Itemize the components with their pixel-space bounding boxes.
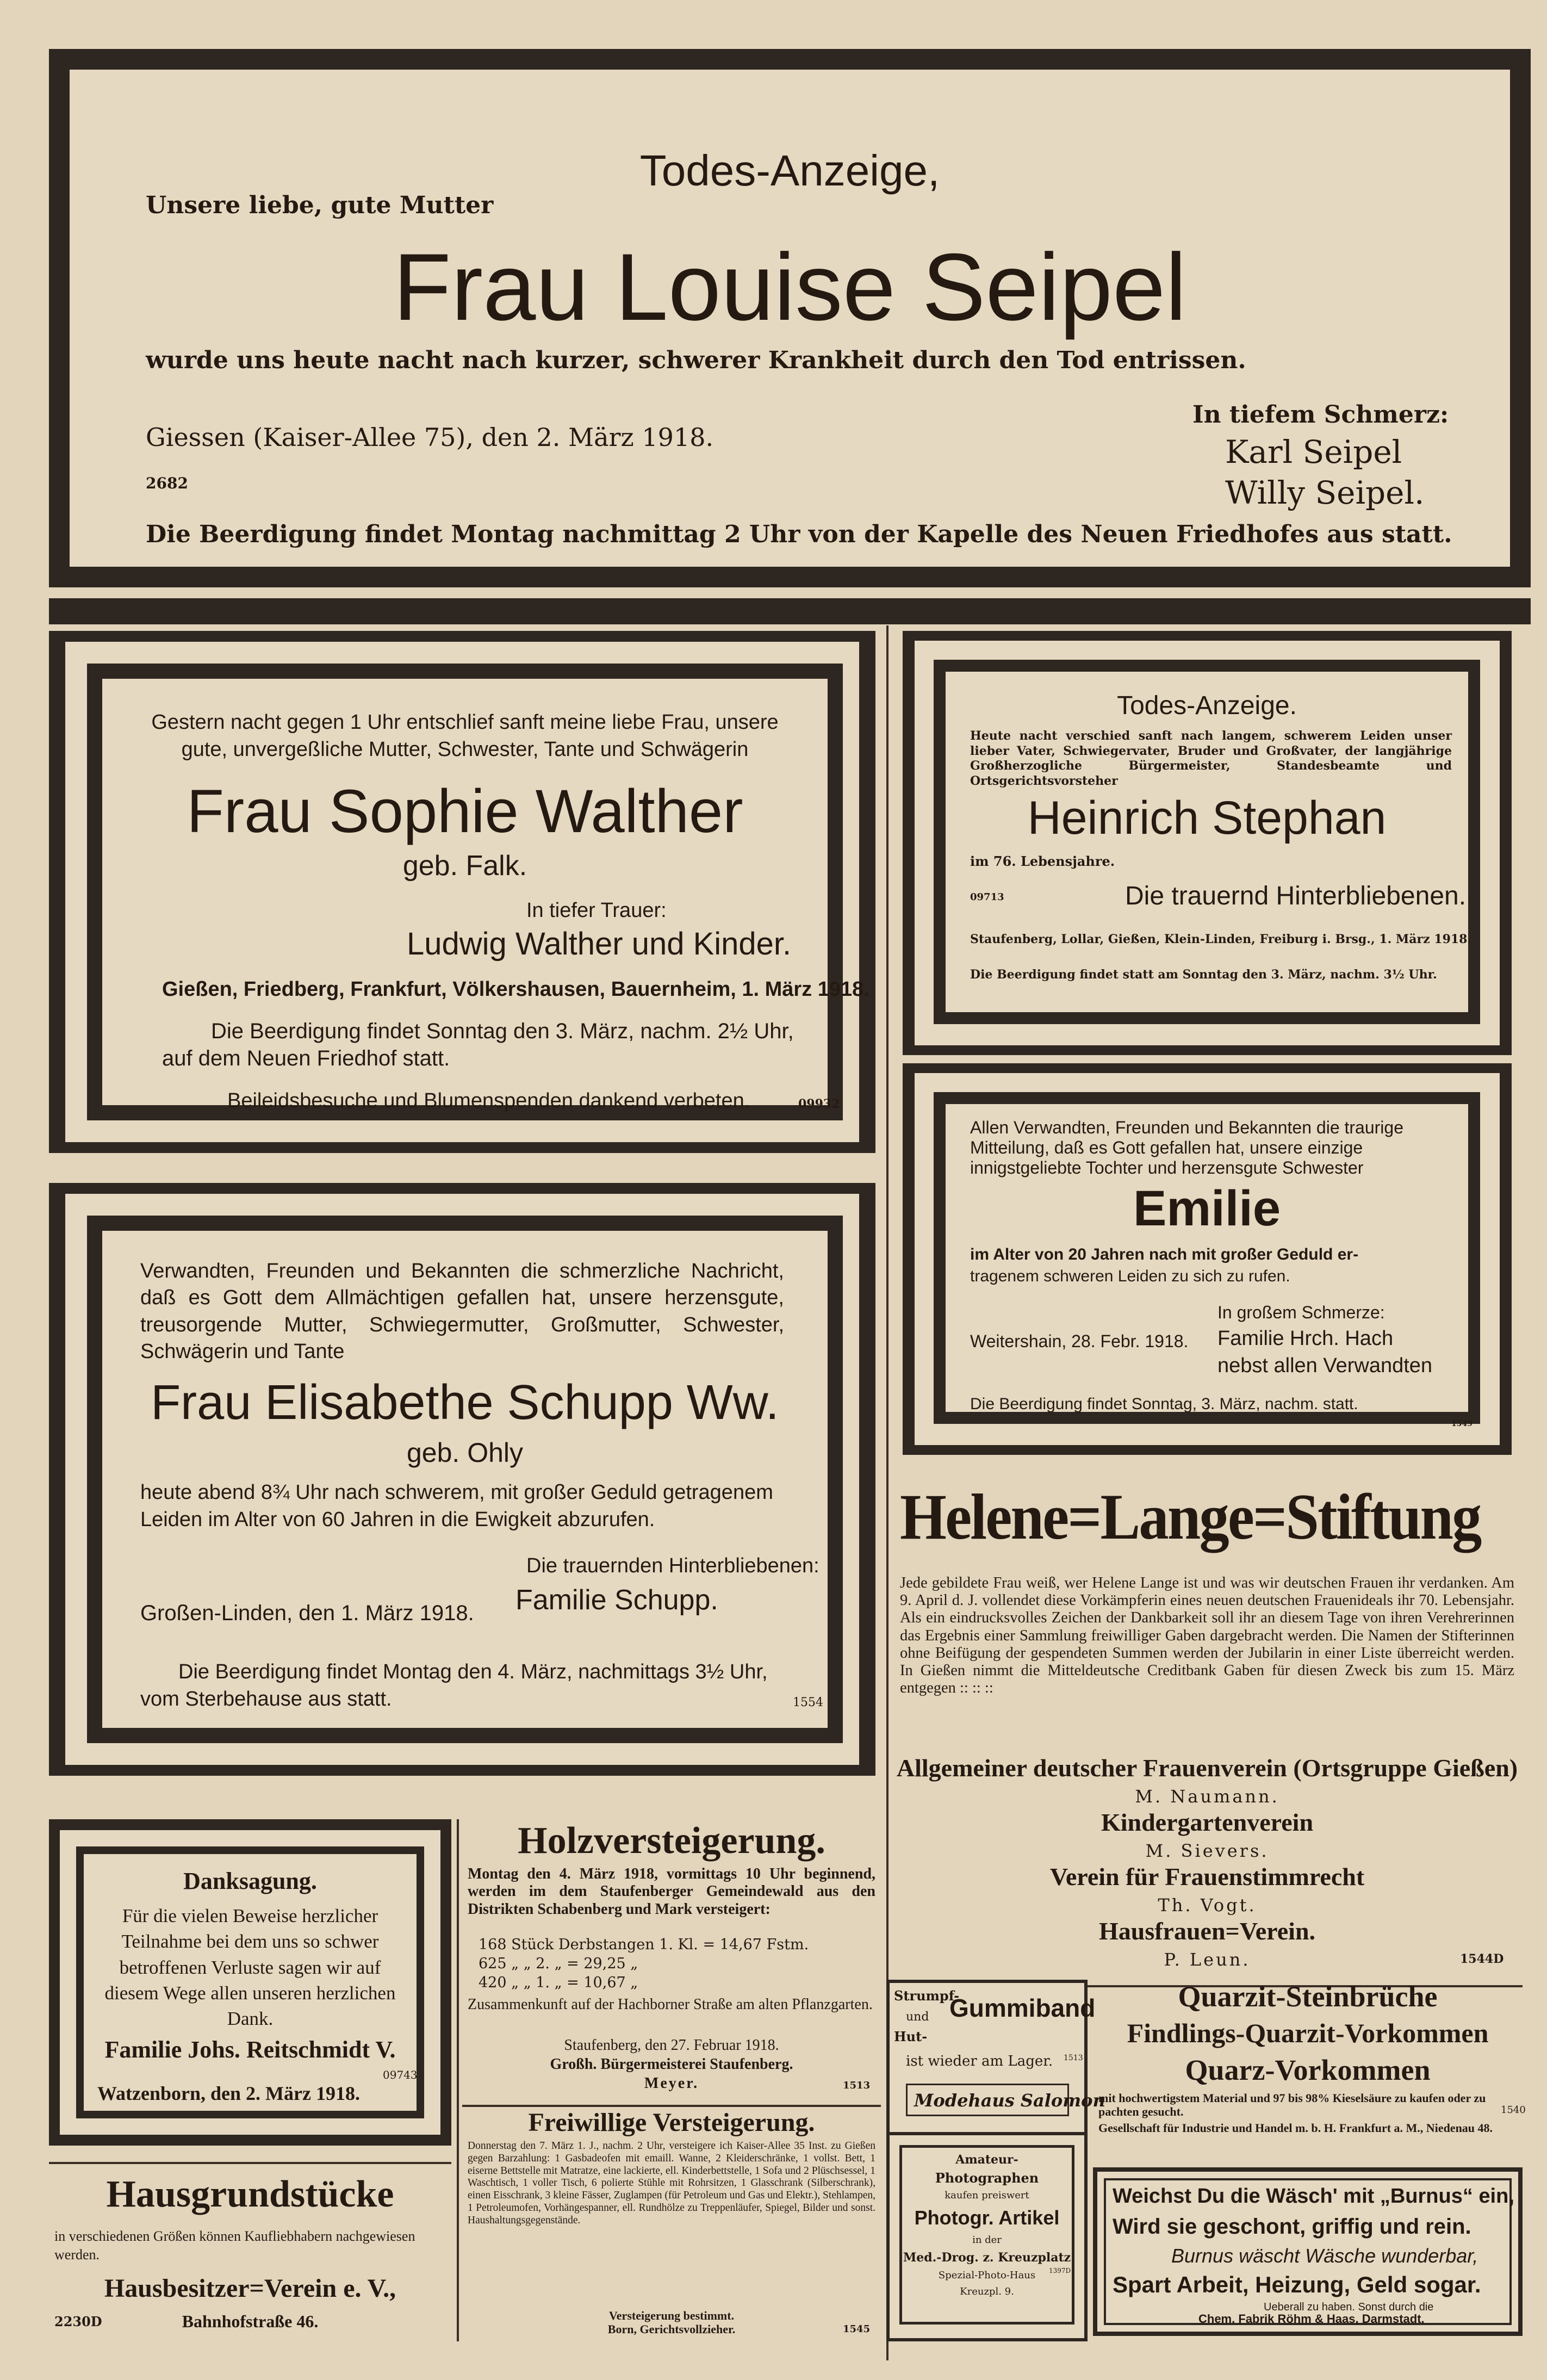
emilie-funeral: Die Beerdigung findet Sonntag, 3. März, nachm. statt. <box>970 1395 1358 1413</box>
stephan-text: Heute nacht verschied sanft nach langem, schwerem Leiden unser lieber Vater, Schwiegervater, Bruder und Großvater, der langjährige Großherzogliche Bürgermeister, Standesbeamte und Ortsgerichtsvorsteher <box>970 729 1452 788</box>
photo-line-6: Med.-Drog. z. Kreuzplatz <box>903 2251 1071 2265</box>
walther-intro-1: Gestern nacht gegen 1 Uhr entschlief sanft meine liebe Frau, unsere <box>151 711 779 734</box>
lange-org-3: Verein für Frauenstimmrecht <box>1049 1863 1365 1891</box>
photo-line-7: Spezial-Photo-Haus <box>938 2270 1036 2281</box>
emilie-name: Emilie <box>1133 1181 1281 1236</box>
lange-person-1: M. Naumann. <box>1135 1786 1279 1807</box>
lower-rule-1 <box>457 1819 459 2341</box>
emilie-mourn: In großem Schmerze: <box>1217 1303 1385 1322</box>
schupp-born: geb. Ohly <box>406 1437 523 1468</box>
emilie-place: Weitershain, 28. Febr. 1918. <box>970 1331 1189 1351</box>
stephan-heading: Todes-Anzeige. <box>1117 691 1297 720</box>
burnus-line-3: Burnus wäscht Wäsche wunderbar, <box>1171 2245 1478 2267</box>
gummi-brand-box <box>906 2084 1105 2116</box>
holz-text: Montag den 4. März 1918, vormittags 10 Uhr beginnend, werden im dem Staufenberger Gemeindewald aus den Distrikten Schabenberg und Mark versteigert: <box>468 1865 875 1918</box>
dank-code: 09743 <box>383 2068 418 2081</box>
dank-place: Watzenborn, den 2. März 1918. <box>97 2082 360 2104</box>
frei-notice <box>462 2108 881 2341</box>
haus-code: 2230D <box>54 2314 102 2329</box>
stephan-code: 09713 <box>970 891 1004 903</box>
seipel-mourner-2: Willy Seipel. <box>1225 474 1425 511</box>
holz-sig: Großh. Bürgermeisterei Staufenberg. <box>550 2056 793 2073</box>
frei-text: Donnerstag den 7. März 1. J., nachm. 2 Uhr, versteigere ich Kaiser-Allee 35 Inst. zu Gießen gegen Barzahlung: 1 Gasbadeofen mit emaill. Wanne, 2 Kleiderschränke, 1 vollst. Bett, 1 eiserne Bettstelle mit Matratze, eine lackierte, ell. Kinderbettstelle, 1 Sofa und 2 Plüschsessel, 1 Waschtisch, 1 voller Tisch, 6 polierte Stühle mit Rohrsitzen, 1 Glasschrank (Silberschrank), einen Eisschrank, 3 kleine Fässer, Zuglampen (für Petroleum und Gas und Elektr.), Stehlampen, 1 Petroleumofen, Vorhängespanner, ell. Rundhölze zu Treppenläufer, Spiegel, Bilder und sonst. Haushaltungsgegenstände. <box>468 2140 875 2226</box>
lange-org-2: Kindergartenverein <box>1101 1808 1314 1836</box>
lange-code: 1544D <box>1460 1952 1504 1966</box>
schupp-name: Frau Elisabethe Schupp Ww. <box>151 1375 779 1430</box>
lange-title: Helene=Lange=Stiftung <box>900 1480 1481 1553</box>
schupp-funeral-1: Die Beerdigung findet Montag den 4. März, nachmittags 3½ Uhr, <box>178 1660 768 1683</box>
holz-row-1: 168 Stück Derbstangen 1. Kl. = 14,67 Fstm. <box>479 1936 809 1953</box>
walther-code: 09932 <box>798 1097 840 1111</box>
schupp-code: 1554 <box>793 1696 823 1709</box>
walther-mourn: In tiefer Trauer: <box>526 899 667 922</box>
haus-title: Hausgrundstücke <box>106 2173 394 2215</box>
haus-addr: Bahnhofstraße 46. <box>182 2311 319 2331</box>
photo-line-8: Kreuzpl. 9. <box>960 2286 1014 2297</box>
lange-org-4: Hausfrauen=Verein. <box>1098 1917 1316 1945</box>
quarz-title-3: Quarz-Vorkommen <box>1185 2054 1431 2086</box>
holz-who: Meyer. <box>644 2075 699 2092</box>
gummi-sub: ist wieder am Lager. <box>906 2053 1053 2069</box>
holz-code: 1513 <box>843 2080 871 2091</box>
gummi-title: Gummiband <box>949 1994 1096 2022</box>
gummi-code: 1513 <box>1064 2054 1083 2062</box>
emilie-notice <box>934 1092 1480 1428</box>
quarz-text: mit hochwertigstem Material und 97 bis 98% Kieselsäure zu kaufen oder zu pachten gesucht. <box>1098 2091 1486 2119</box>
stephan-funeral: Die Beerdigung findet statt am Sonntag den 3. März, nachm. 3½ Uhr. <box>970 968 1437 982</box>
photo-outer <box>886 2132 1088 2341</box>
dank-text: Für die vielen Beweise herzlicher Teilnahme bei dem uns so schwer betroffenen Verluste sagen wir auf diesem Wege allen unseren herzlichen Dank. <box>104 1905 396 2029</box>
burnus-line-1: Weichst Du die Wäsch' mit „Burnus“ ein, <box>1113 2185 1514 2208</box>
schupp-notice <box>87 1216 843 1743</box>
gummi-left-1: Strumpf- <box>894 1988 960 2004</box>
lange-person-2: M. Sievers. <box>1145 1840 1269 1861</box>
walther-visits: Beileidsbesuche und Blumenspenden dankend verbeten. <box>227 1089 750 1112</box>
holz-meet: Zusammenkunft auf der Hachborner Straße am alten Pflanzgarten. <box>468 1996 873 2013</box>
gummi-left-3: Hut- <box>894 2029 928 2044</box>
photo-line-3: kaufen preiswert <box>945 2190 1029 2201</box>
schupp-family: Familie Schupp. <box>515 1584 718 1616</box>
burnus-line-2: Wird sie geschont, griffig und rein. <box>1113 2215 1471 2239</box>
walther-intro <box>124 709 806 763</box>
frei-code: 1545 <box>843 2323 871 2335</box>
holz-title: Holzversteigerung. <box>518 1820 825 1862</box>
photo-notice <box>899 2145 1074 2325</box>
seipel-code: 2682 <box>146 474 188 492</box>
burnus-line-6: Chem. Fabrik Röhm & Haas, Darmstadt. <box>1198 2312 1425 2326</box>
dank-title: Danksagung. <box>183 1868 317 1894</box>
lange-text: Jede gebildete Frau weiß, wer Helene Lange ist und was wir deutschen Frauen ihr verdanken. Am 9. April d. J. vollendet diese Vorkämpferin eines neuen deutschen Frauenideals ihr 70. Lebensjahr. Als ein eindrucksvolles Zeichen der Dankbarkeit soll ihr an diesem Tage von ihren Verehrerinnen das Ergebnis einer Sammlung freiwilliger Gaben dargebracht werden. Die Namen der Stifterinnen ohne Beifügung der gespendeten Summen werden der Jubilarin in einer Liste überreicht werden. In Gießen nimmt die Mitteldeutsche Creditbank Gaben für diesen Zweck bis zum 15. März entgegen :: :: :: <box>900 1575 1514 1697</box>
walther-intro-2: gute, unvergeßliche Mutter, Schwester, Tante und Schwägerin <box>181 738 749 761</box>
dank-notice <box>76 1846 424 2118</box>
seipel-mourn: In tiefem Schmerz: <box>1192 401 1449 429</box>
stephan-notice <box>934 660 1480 1024</box>
walther-funeral-1: Die Beerdigung findet Sonntag den 3. März, nachm. 2½ Uhr, <box>211 1019 794 1043</box>
lange-person-4: P. Leun. <box>1164 1949 1251 1970</box>
frei-who: Born, Gerichtsvollzieher. <box>607 2322 736 2336</box>
haus-notice <box>49 2173 451 2341</box>
walther-places: Gießen, Friedberg, Frankfurt, Völkershausen, Bauernheim, 1. März 1918. <box>162 978 869 1001</box>
emilie-outer <box>903 1063 1512 1455</box>
holz-rule <box>462 2105 881 2107</box>
divider-bar <box>49 598 1531 624</box>
photo-line-5: in der <box>972 2234 1002 2246</box>
burnus-notice <box>1104 2178 1512 2325</box>
schupp-place: Großen-Linden, den 1. März 1918. <box>140 1601 474 1625</box>
photo-line-2: Photographen <box>935 2170 1039 2186</box>
holz-row-3: 420 „ „ 1. „ = 10,67 „ <box>479 1974 638 1991</box>
stephan-places: Staufenberg, Lollar, Gießen, Klein-Linden, Freiburg i. Brsg., 1. März 1918. <box>970 932 1472 946</box>
quarz-title-1: Quarzit-Steinbrüche <box>1178 1980 1438 2013</box>
emilie-code: 1549 <box>1451 1420 1473 1428</box>
gummi-brand: Modehaus Salomon <box>914 2090 1105 2111</box>
walther-notice <box>87 664 869 1120</box>
haus-rule <box>49 2162 451 2164</box>
stephan-age: im 76. Lebensjahre. <box>970 853 1115 869</box>
schupp-outer <box>49 1183 875 1776</box>
photo-code: 1397D <box>1049 2267 1071 2274</box>
haus-text: in verschiedenen Größen können Kaufliebhabern nachgewiesen werden. <box>54 2228 415 2263</box>
dank-outer <box>49 1819 451 2146</box>
seipel-mourner-1: Karl Seipel <box>1225 433 1402 470</box>
walther-name: Frau Sophie Walther <box>187 777 743 845</box>
schupp-line-2: Leiden im Alter von 60 Jahren in die Ewigkeit abzurufen. <box>140 1508 655 1531</box>
walther-family: Ludwig Walther und Kinder. <box>407 926 792 962</box>
quarz-code: 1540 <box>1501 2104 1526 2116</box>
gummi-left-2: und <box>906 2010 929 2024</box>
stephan-family: Die trauernd Hinterbliebenen. <box>1125 882 1467 910</box>
lange-org-1: Allgemeiner deutscher Frauenverein (Ortsgruppe Gießen) <box>896 1754 1518 1782</box>
frei-final: Versteigerung bestimmt. <box>608 2309 735 2322</box>
schupp-text: Verwandten, Freunden und Bekannten die schmerzliche Nachricht, daß es Gott dem Allmächtigen gefallen hat, unsere herzensgute, treusorgende Mutter, Schwiegermutter, Großmutter, Schwester, Schwägerin und Tante <box>140 1260 784 1363</box>
frei-title: Freiwillige Versteigerung. <box>528 2108 815 2137</box>
walther-funeral-2: auf dem Neuen Friedhof statt. <box>162 1046 450 1070</box>
seipel-line: wurde uns heute nacht nach kurzer, schwerer Krankheit durch den Tod entrissen. <box>146 346 1246 374</box>
seipel-funeral: Die Beerdigung findet Montag nachmittag 2 Uhr von der Kapelle des Neuen Friedhofes aus statt. <box>146 520 1452 548</box>
holz-date: Staufenberg, den 27. Februar 1918. <box>564 2037 779 2054</box>
schupp-line-1: heute abend 8¾ Uhr nach schwerem, mit großer Geduld getragenem <box>140 1481 773 1504</box>
emilie-line-2: tragenem schweren Leiden zu sich zu rufen. <box>970 1267 1290 1285</box>
seipel-notice <box>49 49 1531 587</box>
walther-outer <box>49 631 875 1153</box>
lange-person-3: Th. Vogt. <box>1158 1895 1257 1916</box>
emilie-line-1: im Alter von 20 Jahren nach mit großer Geduld er- <box>970 1245 1359 1263</box>
burnus-outer <box>1093 2167 1523 2336</box>
walther-born: geb. Falk. <box>402 850 527 882</box>
holz-notice <box>462 1819 881 2102</box>
photo-line-4: Photogr. Artikel <box>914 2207 1060 2229</box>
schupp-mourn: Die trauernden Hinterbliebenen: <box>526 1554 819 1577</box>
burnus-line-5: Ueberall zu haben. Sonst durch die <box>1264 2301 1434 2313</box>
seipel-name: Frau Louise Seipel <box>393 234 1187 340</box>
emilie-family-2: nebst allen Verwandten <box>1217 1354 1433 1377</box>
emilie-text: Allen Verwandten, Freunden und Bekannten die traurige Mitteilung, daß es Gott gefallen hat, unsere einzige innigstgeliebte Tochter und herzensgute Schwester <box>970 1118 1403 1177</box>
quarz-text-2: Gesellschaft für Industrie und Handel m. b. H. Frankfurt a. M., Niedenau 48. <box>1098 2121 1493 2135</box>
schupp-funeral-2: vom Sterbehause aus statt. <box>140 1688 392 1710</box>
dank-family: Familie Johs. Reitschmidt V. <box>104 2036 396 2063</box>
haus-org: Hausbesitzer=Verein e. V., <box>104 2274 396 2303</box>
stephan-outer <box>903 631 1512 1055</box>
seipel-intro: Unsere liebe, gute Mutter <box>146 191 494 219</box>
holz-row-2: 625 „ „ 2. „ = 29,25 „ <box>479 1955 638 1972</box>
quarz-notice <box>1093 1980 1526 2159</box>
seipel-heading: Todes-Anzeige, <box>639 146 940 195</box>
quarz-title-2: Findlings-Quarzit-Vorkommen <box>1127 2018 1489 2048</box>
lange-notice <box>894 1479 1520 1980</box>
stephan-name: Heinrich Stephan <box>1027 792 1387 844</box>
seipel-place-date: Giessen (Kaiser-Allee 75), den 2. März 1918. <box>146 423 714 452</box>
emilie-family-1: Familie Hrch. Hach <box>1217 1327 1394 1350</box>
burnus-line-4: Spart Arbeit, Heizung, Geld sogar. <box>1113 2272 1481 2297</box>
photo-line-1: Amateur- <box>955 2153 1018 2167</box>
